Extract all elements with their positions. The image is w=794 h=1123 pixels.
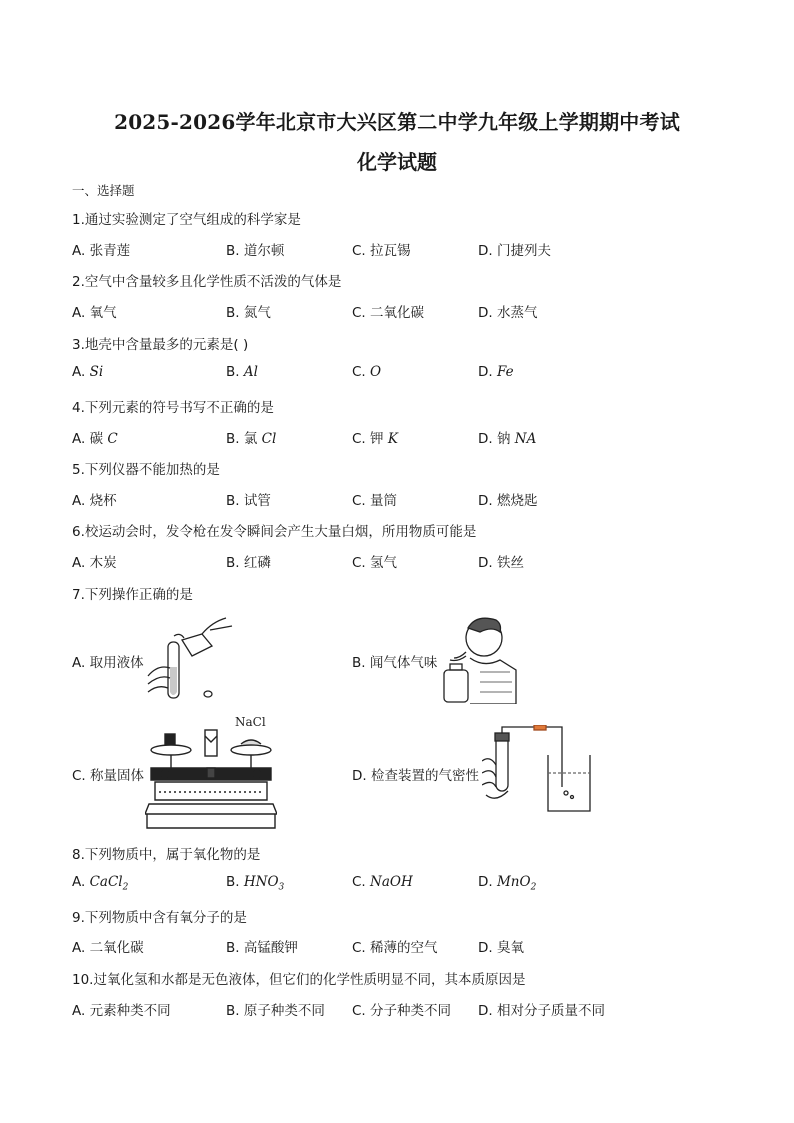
option-formula: CaCl (89, 874, 123, 890)
option-c (352, 874, 413, 890)
subscript (531, 883, 537, 893)
option-text: 二氧化碳 (89, 940, 144, 956)
option-c (352, 239, 411, 259)
option-formula: Fe (496, 364, 514, 380)
option-text: 检查装置的气密性 (370, 768, 479, 784)
option-b (226, 489, 271, 509)
option-b (226, 551, 271, 571)
option-letter: A. (72, 655, 90, 671)
option-formula: MnO (496, 874, 531, 890)
option-a (72, 427, 118, 447)
option-a (72, 936, 144, 956)
option-text: 燃烧匙 (496, 493, 538, 509)
option-text: 红磷 (243, 555, 271, 571)
question-stem: 10.过氧化氢和水都是无色液体，但它们的化学性质明显不同，其本质原因是 (72, 972, 526, 988)
question-stem: 8.下列物质中，属于氧化物的是 (72, 847, 261, 863)
option-a (72, 301, 117, 321)
option-letter: C. (352, 940, 371, 956)
option-text: 木炭 (89, 555, 117, 571)
option-c (352, 999, 451, 1019)
option-text: 臭氧 (496, 940, 524, 956)
option-a (72, 364, 103, 380)
option-c (352, 364, 381, 380)
option-letter: C. (352, 493, 371, 509)
option-formula: C (107, 431, 118, 447)
option-letter: B. (226, 243, 244, 259)
option-text: 氯 (243, 431, 262, 447)
question-stem: 1.通过实验测定了空气组成的科学家是 (72, 212, 301, 228)
option-d (478, 936, 524, 956)
option-a (72, 999, 171, 1019)
option-formula: Al (243, 364, 258, 380)
option-letter: B. (226, 493, 244, 509)
option-b (226, 999, 325, 1019)
option-c (352, 489, 397, 509)
formula-subscript: 3 (278, 882, 285, 893)
option-letter: C. (352, 874, 371, 890)
option-letter: D. (352, 768, 371, 784)
option-formula: NA (514, 431, 537, 447)
option-letter: A. (72, 305, 90, 321)
option-letter: C. (352, 555, 371, 571)
option-d (478, 364, 514, 380)
option-c (352, 936, 438, 956)
option-b (226, 364, 258, 380)
option-d (478, 301, 537, 321)
airtightness-figure (482, 725, 600, 815)
page-subtitle: 化学试题 (357, 150, 437, 174)
option-d (478, 874, 536, 893)
option-letter: B. (226, 364, 244, 380)
option-text: 二氧化碳 (370, 305, 425, 321)
option-text: 张青莲 (89, 243, 131, 259)
option-c (352, 551, 397, 571)
option-formula: Cl (261, 431, 277, 447)
option-letter: D. (478, 364, 497, 380)
option-letter: D. (478, 1003, 497, 1019)
option-letter: C. (352, 1003, 371, 1019)
option-d (478, 999, 605, 1019)
option-letter: C. (352, 431, 371, 447)
option-formula: Si (89, 364, 104, 380)
option-text: 量筒 (370, 493, 398, 509)
option-d (478, 427, 536, 447)
option-c (352, 427, 398, 447)
smell-gas-figure (440, 610, 520, 704)
option-letter: C. (352, 243, 371, 259)
option-b (226, 301, 271, 321)
option-text: 取用液体 (89, 655, 144, 671)
option-letter: D. (478, 493, 497, 509)
option-letter: B. (226, 1003, 244, 1019)
option-letter: A. (72, 874, 90, 890)
nacl-label: NaCl (235, 715, 266, 729)
option-text: 铁丝 (496, 555, 524, 571)
option-letter: C. (72, 768, 91, 784)
option-letter: A. (72, 940, 90, 956)
option-letter: B. (226, 874, 244, 890)
option-letter: D. (478, 940, 497, 956)
option-text: 氧气 (89, 305, 117, 321)
option-text: 稀薄的空气 (370, 940, 438, 956)
page-title: 2025-2026学年北京市大兴区第二中学九年级上学期期中考试 (114, 110, 680, 134)
option-letter: A. (72, 243, 90, 259)
option-letter: D. (478, 243, 497, 259)
subscript (279, 883, 285, 893)
option-b (226, 239, 284, 259)
question-stem: 6.校运动会时，发令枪在发令瞬间会产生大量白烟，所用物质可能是 (72, 524, 477, 540)
option-text: 氢气 (370, 555, 398, 571)
option-d (478, 489, 537, 509)
option-c (72, 764, 144, 784)
option-c (352, 301, 424, 321)
option-letter: B. (226, 305, 244, 321)
option-letter: B. (226, 555, 244, 571)
option-formula: K (387, 431, 398, 447)
balance-figure (145, 712, 277, 832)
option-text: 碳 (89, 431, 108, 447)
option-text: 闻气体气味 (369, 655, 438, 671)
option-a (72, 551, 117, 571)
option-text: 门捷列夫 (496, 243, 551, 259)
subscript (123, 883, 129, 893)
option-letter: A. (72, 493, 90, 509)
section-heading: 一、选择题 (72, 183, 135, 198)
option-a (72, 874, 128, 893)
option-text: 烧杯 (89, 493, 117, 509)
option-text: 水蒸气 (496, 305, 538, 321)
question-stem: 2.空气中含量较多且化学性质不活泼的气体是 (72, 274, 342, 290)
question-stem: 7.下列操作正确的是 (72, 587, 193, 603)
option-letter: B. (226, 431, 244, 447)
pour-liquid-figure (140, 612, 236, 704)
option-b (352, 651, 437, 671)
option-letter: C. (352, 305, 371, 321)
option-letter: A. (72, 364, 90, 380)
option-letter: A. (72, 431, 90, 447)
option-text: 相对分子质量不同 (496, 1003, 605, 1019)
option-d (478, 551, 524, 571)
option-text: 试管 (243, 493, 271, 509)
option-letter: B. (226, 940, 244, 956)
question-stem: 4.下列元素的符号书写不正确的是 (72, 400, 274, 416)
option-letter: A. (72, 555, 90, 571)
option-letter: D. (478, 555, 497, 571)
option-text: 道尔顿 (243, 243, 285, 259)
option-letter: A. (72, 1003, 90, 1019)
option-letter: B. (352, 655, 370, 671)
option-letter: C. (352, 364, 371, 380)
question-stem: 9.下列物质中含有氧分子的是 (72, 910, 247, 926)
option-text: 钠 (496, 431, 515, 447)
option-letter: D. (478, 874, 497, 890)
option-text: 原子种类不同 (243, 1003, 325, 1019)
option-text: 称量固体 (90, 768, 145, 784)
option-d (478, 239, 551, 259)
formula-subscript: 2 (122, 882, 129, 893)
option-text: 高锰酸钾 (243, 940, 298, 956)
option-text: 钾 (370, 431, 388, 447)
formula-subscript: 2 (530, 882, 537, 893)
option-formula: HNO (243, 874, 279, 890)
option-text: 元素种类不同 (89, 1003, 171, 1019)
option-letter: D. (478, 431, 497, 447)
option-text: 氮气 (243, 305, 271, 321)
option-letter: D. (478, 305, 497, 321)
option-formula: NaOH (370, 874, 413, 890)
option-b (226, 936, 298, 956)
option-a (72, 651, 144, 671)
question-stem: 3.地壳中含量最多的元素是( ) (72, 337, 249, 353)
option-a (72, 489, 117, 509)
option-a (72, 239, 130, 259)
option-b (226, 874, 284, 893)
option-text: 拉瓦锡 (370, 243, 411, 259)
question-stem: 5.下列仪器不能加热的是 (72, 462, 220, 478)
option-formula: O (370, 364, 382, 380)
option-b (226, 427, 276, 447)
option-d (352, 764, 479, 784)
option-text: 分子种类不同 (370, 1003, 452, 1019)
